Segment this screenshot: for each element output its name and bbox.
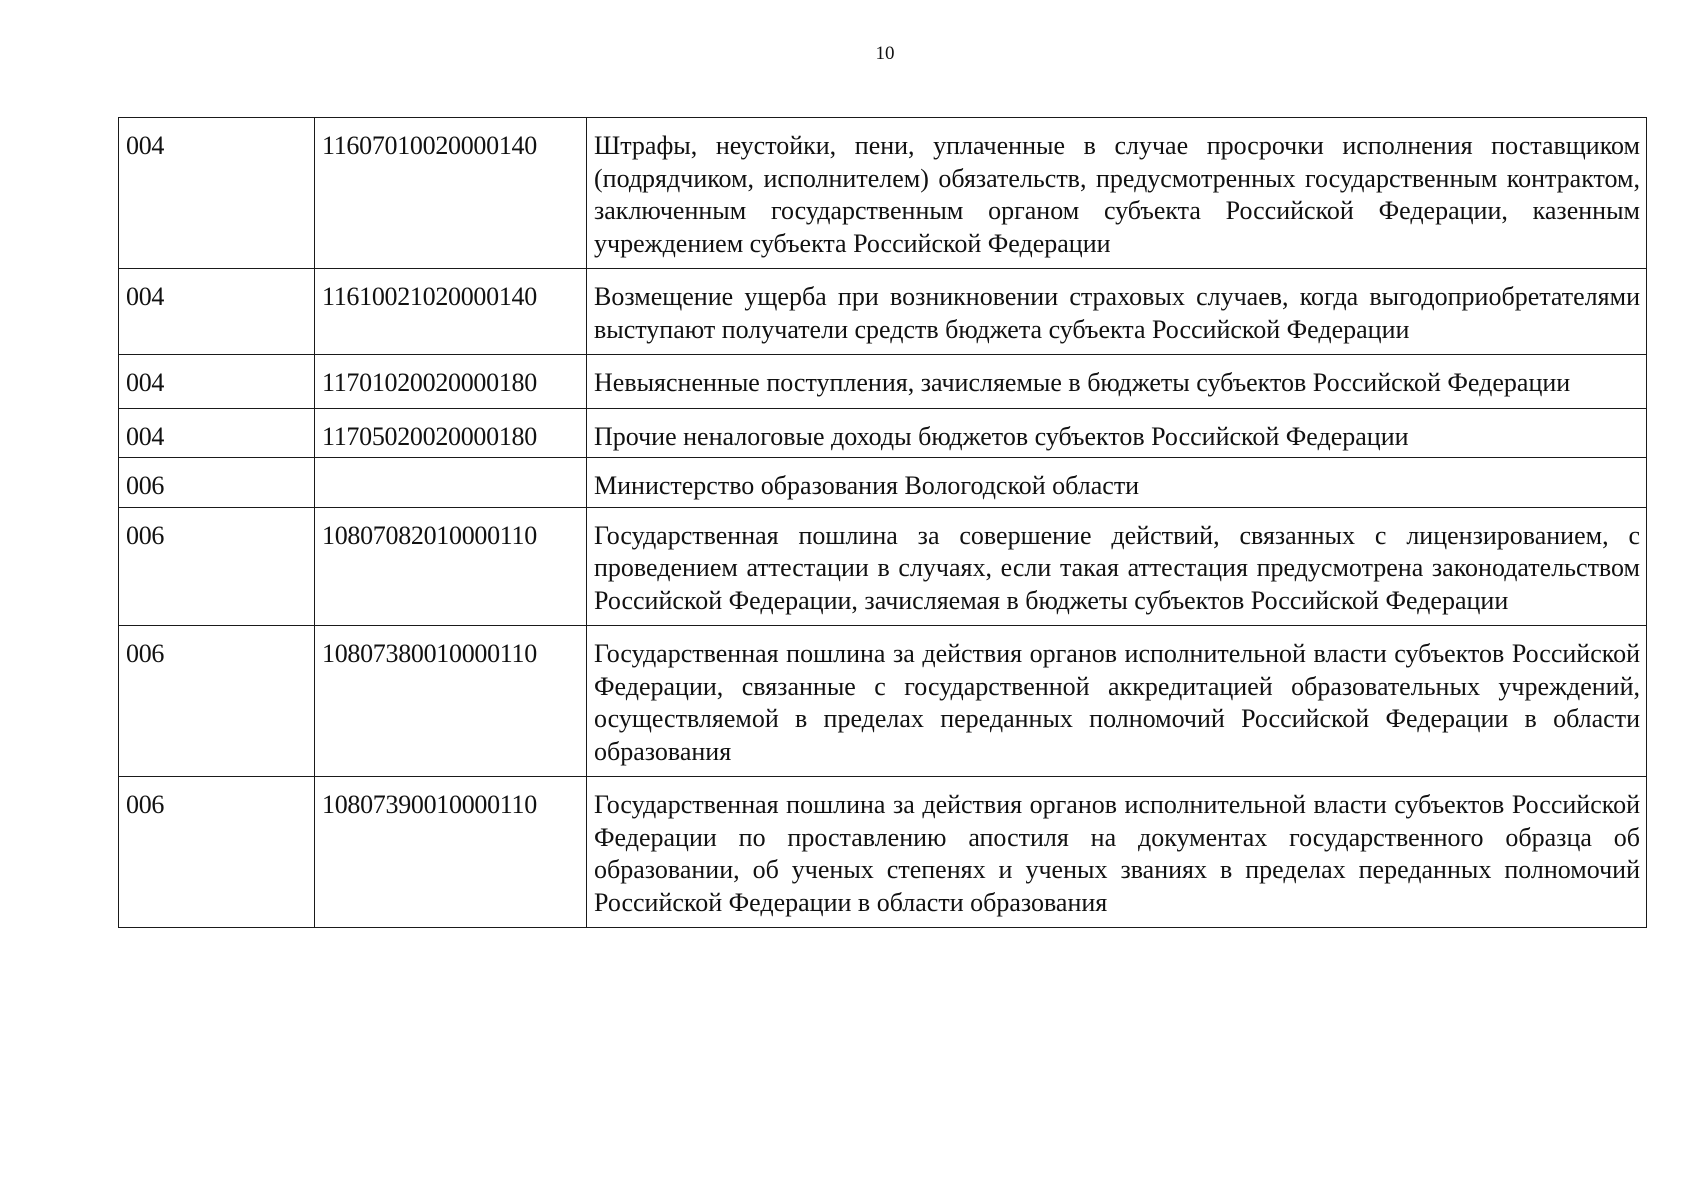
table-row (119, 269, 1647, 355)
description-cell: Государственная пошлина за действия органов исполнительной власти субъектов Российской Федерации по проставлению апостиля на документах государственного образца об образовании, об ученых степенях и ученых званиях в пределах переданных полномочий Российской Федерации в области образования (587, 777, 1647, 928)
description-cell: Государственная пошлина за совершение действий, связанных с лицензированием, с проведением аттестации в случаях, если такая аттестация предусмотрена законодательством Российской Федерации, зачисляемая в бюджеты субъектов Российской Федерации (587, 507, 1647, 626)
table-row (119, 458, 1647, 508)
kbk-code-cell: 10807380010000110 (315, 626, 587, 777)
table-row (119, 777, 1647, 928)
kbk-code-cell: 10807082010000110 (315, 507, 587, 626)
table-row (119, 507, 1647, 626)
page-number: 10 (875, 43, 895, 64)
revenue-codes-table (118, 117, 1647, 928)
kbk-code-cell: 11607010020000140 (315, 118, 587, 269)
admin-code-cell: 006 (119, 626, 315, 777)
admin-code-cell: 006 (119, 458, 315, 508)
kbk-code-cell: 11701020020000180 (315, 355, 587, 409)
table-row (119, 408, 1647, 458)
kbk-code-cell (315, 458, 587, 508)
description-cell: Прочие неналоговые доходы бюджетов субъектов Российской Федерации (587, 408, 1647, 458)
description-cell: Возмещение ущерба при возникновении страховых случаев, когда выгодоприобретателями выступают получатели средств бюджета субъекта Российской Федерации (587, 269, 1647, 355)
kbk-code-cell: 11705020020000180 (315, 408, 587, 458)
table-row (119, 355, 1647, 409)
kbk-code-cell: 10807390010000110 (315, 777, 587, 928)
table-row (119, 626, 1647, 777)
section-heading-cell: Министерство образования Вологодской области (587, 458, 1647, 508)
table-row (119, 118, 1647, 269)
admin-code-cell: 006 (119, 777, 315, 928)
admin-code-cell: 004 (119, 408, 315, 458)
admin-code-cell: 004 (119, 118, 315, 269)
kbk-code-cell: 11610021020000140 (315, 269, 587, 355)
admin-code-cell: 006 (119, 507, 315, 626)
admin-code-cell: 004 (119, 355, 315, 409)
admin-code-cell: 004 (119, 269, 315, 355)
description-cell: Государственная пошлина за действия органов исполнительной власти субъектов Российской Федерации, связанные с государственной аккредитацией образовательных учреждений, осуществляемой в пределах переданных полномочий Российской Федерации в области образования (587, 626, 1647, 777)
description-cell: Штрафы, неустойки, пени, уплаченные в случае просрочки исполнения поставщиком (подрядчиком, исполнителем) обязательств, предусмотренных государственным контрактом, заключенным государственным органом субъекта Российской Федерации, казенным учреждением субъекта Российской Федерации (587, 118, 1647, 269)
description-cell: Невыясненные поступления, зачисляемые в бюджеты субъектов Российской Федерации (587, 355, 1647, 409)
